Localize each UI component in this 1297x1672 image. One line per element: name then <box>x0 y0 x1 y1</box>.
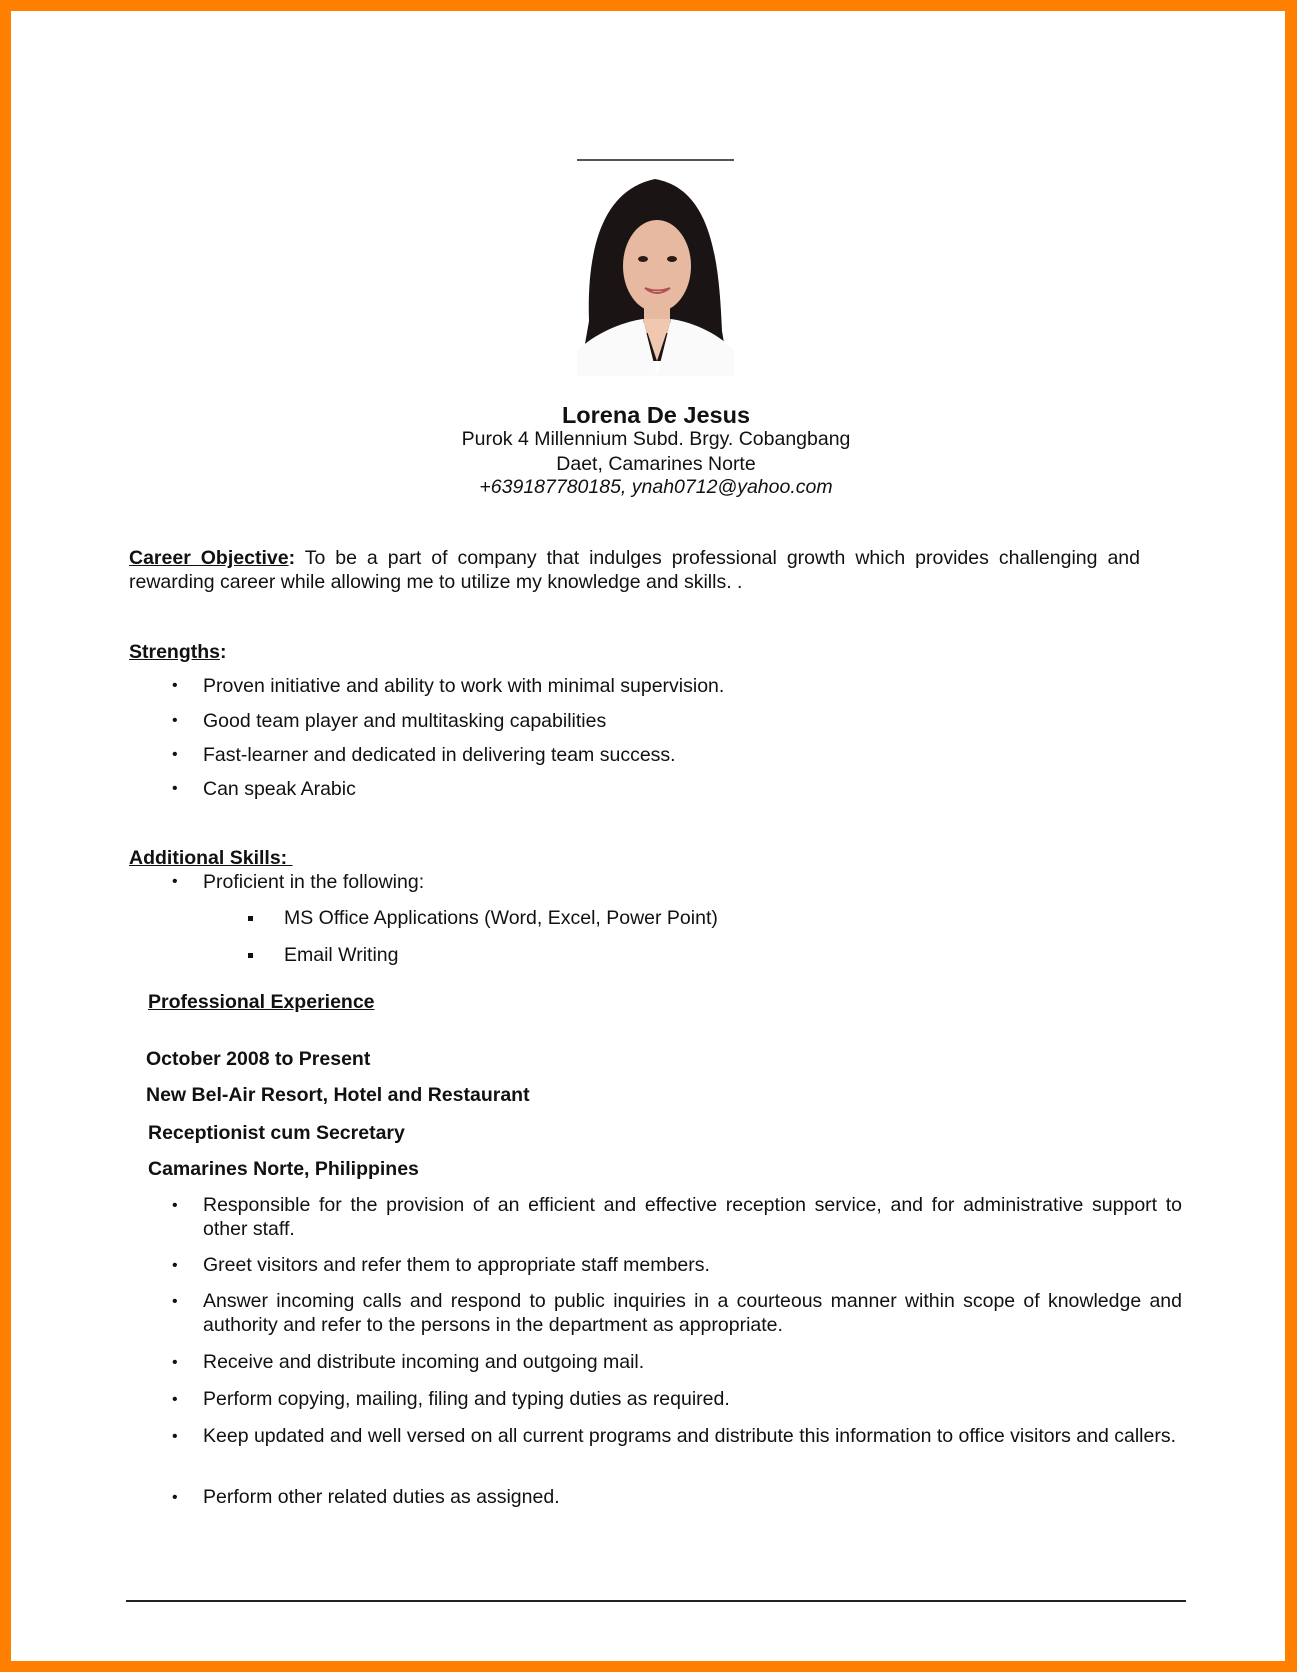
additional-skills-heading: Additional Skills: <box>129 847 293 869</box>
bullet-icon: • <box>172 677 178 694</box>
bullet-icon: • <box>172 746 178 763</box>
bullet-icon: • <box>172 873 178 890</box>
job-company: New Bel-Air Resort, Hotel and Restaurant <box>146 1084 530 1106</box>
bullet-icon: • <box>172 1489 178 1506</box>
profile-photo <box>577 171 734 376</box>
career-objective <box>129 547 1140 594</box>
strength-item: Fast-learner and dedicated in delivering team success. <box>203 744 676 766</box>
strength-item: Good team player and multitasking capabilities <box>203 710 607 732</box>
photo-top-line <box>577 159 734 161</box>
colon: : <box>220 641 227 663</box>
contact-info: +639187780185, ynah0712@yahoo.com <box>479 476 833 498</box>
bullet-icon: • <box>172 1428 178 1445</box>
duty-item: Keep updated and well versed on all current programs and distribute this information to office visitors and callers. <box>203 1425 1176 1447</box>
square-bullet-icon <box>248 953 253 958</box>
duty-item: Perform copying, mailing, filing and typing duties as required. <box>203 1388 730 1410</box>
skills-intro: Proficient in the following: <box>203 871 425 893</box>
candidate-name: Lorena De Jesus <box>561 402 751 428</box>
skill-item: MS Office Applications (Word, Excel, Power Point) <box>284 907 718 929</box>
job-period: October 2008 to Present <box>146 1048 371 1070</box>
bullet-icon: • <box>172 1197 178 1214</box>
bullet-icon: • <box>172 1354 178 1371</box>
professional-experience-heading: Professional Experience <box>148 991 375 1013</box>
colon: : <box>288 547 296 569</box>
address-line-1: Purok 4 Millennium Subd. Brgy. Cobangbang <box>461 428 851 450</box>
skill-item: Email Writing <box>284 944 399 966</box>
strengths-heading <box>129 641 227 663</box>
duty-item: Responsible for the provision of an efficient and effective reception service, and for administrative support to other staff. <box>203 1194 1182 1240</box>
address-line-2: Daet, Camarines Norte <box>556 453 756 475</box>
duty-item: Greet visitors and refer them to appropriate staff members. <box>203 1254 710 1276</box>
bullet-icon: • <box>172 1293 178 1310</box>
strength-item: Proven initiative and ability to work with minimal supervision. <box>203 675 725 697</box>
square-bullet-icon <box>248 916 253 921</box>
footer-rule <box>126 1600 1186 1602</box>
bullet-icon: • <box>172 780 178 797</box>
duty-item: Receive and distribute incoming and outgoing mail. <box>203 1351 645 1373</box>
career-objective-text: To be a part of company that indulges professional growth which provides challenging and rewarding career while allowing me to utilize my knowledge and skills. . <box>129 547 1140 593</box>
career-objective-heading: Career Objective <box>129 547 289 569</box>
strengths-label: Strengths <box>129 641 221 663</box>
duty-item: Answer incoming calls and respond to public inquiries in a courteous manner within scope of knowledge and authority and refer to the persons in the department as appropriate. <box>203 1290 1182 1336</box>
job-location: Camarines Norte, Philippines <box>148 1158 419 1180</box>
strength-item: Can speak Arabic <box>203 778 356 800</box>
bullet-icon: • <box>172 712 178 729</box>
job-position: Receptionist cum Secretary <box>148 1122 405 1144</box>
bullet-icon: • <box>172 1391 178 1408</box>
bullet-icon: • <box>172 1257 178 1274</box>
duty-item: Perform other related duties as assigned. <box>203 1486 560 1508</box>
